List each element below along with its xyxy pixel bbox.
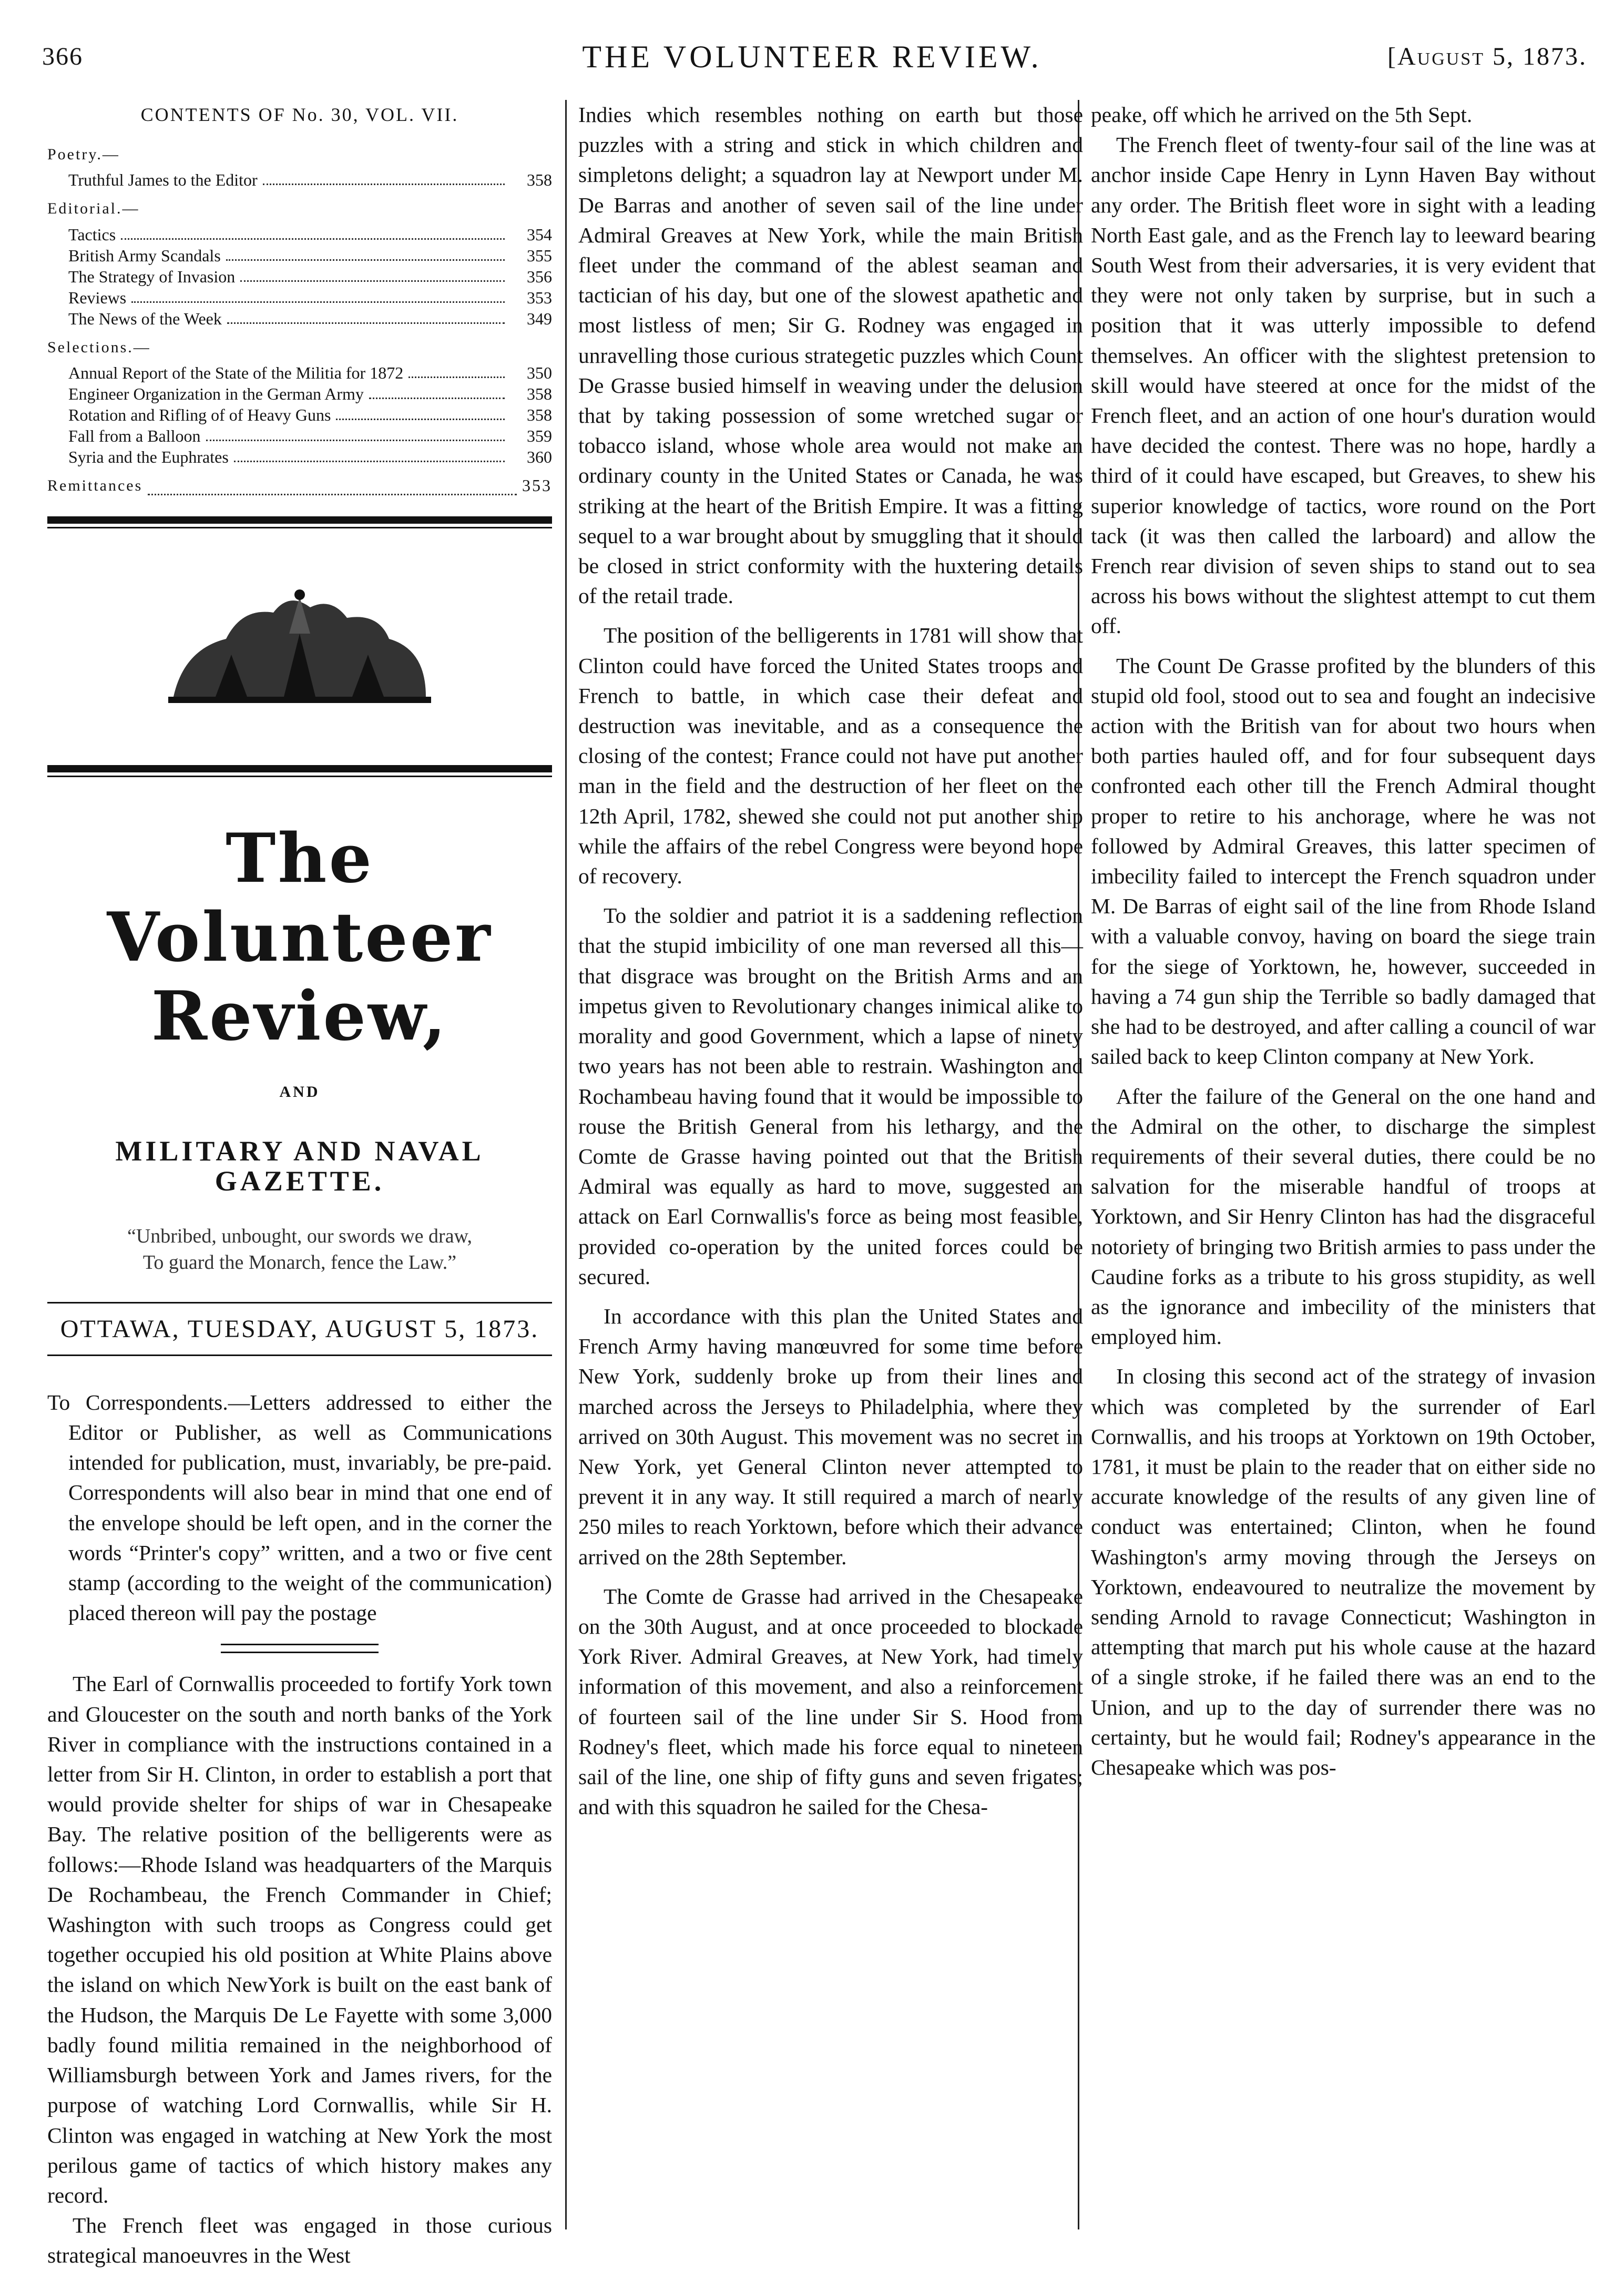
contents-item-title: Fall from a Balloon [68,426,201,445]
contents-rule-thick [47,516,552,524]
header-date: [August 5, 1873. [1387,43,1587,70]
contents-leader-dots [234,446,505,462]
contents-page-number: 350 [527,363,552,382]
masthead-title: The Volunteer Review, [107,819,493,1056]
contents-leader-dots [408,362,505,378]
contents-section-heading: Editorial.— [47,200,140,218]
contents-section-heading-label: Remittances [47,476,143,494]
article-paragraph: The Earl of Cornwallis proceeded to fortify York town and Gloucester on the south and north banks of the York River in compliance with the instructions contained in a letter from Sir H. Clinton, in order to establish a port that would provide shelter for ships of war in Chesapeake Bay. The relative position of the belligerents were as follows:—Rhode Island was headquarters of the Marquis De Rochambeau, the French Commander in Chief; Washington with such troops as Congress could get together occupied his old position at White Plains above the island on which NewYork is built on the east bank of the Hudson, the Marquis De Le Fayette with some 3,000 badly found militia remained in the neighborhood of Williamsburgh between York and James rivers, for the purpose of watching Lord Cornwallis, while Sir H. Clinton was engaged in watching at New York the most perilous game of tactics of which history makes any record. [47,1672,552,2207]
article-paragraph: To the soldier and patriot it is a saddening reflection that the stupid imbicility of one man reversed all this—that disgrace was brought on the British Arms and an impetus given to Revolutionary changes inimical alike to morality and good Government, which a lapse of ninety two years has not been able to restrain. Washington and Rochambeau having found that it would be impossible to rouse the British General from his lethargy, and the Comte de Grasse having pointed out that the British Admiral was equally as hard to move, suggested an attack on Earl Cornwallis's force as being most feasible, provided co-operation by the united forces could be secured. [578,903,1083,1289]
contents-item-title: Syria and the Euphrates [68,447,229,466]
contents-item-title: Truthful James to the Editor [68,170,258,190]
contents-leader-dots [240,266,505,282]
article-paragraph: peake, off which he arrived on the 5th Sept. [1091,103,1473,127]
contents-page-number: 353 [522,475,552,495]
contents-leader-dots [226,245,505,261]
contents-item [47,383,552,404]
contents-page-number: 358 [527,170,552,190]
contents-page-number: 356 [527,267,552,286]
article-paragraph: After the failure of the General on the one hand and the Admiral on the other, to discharge the simplest requirements of their several duties, there could be no salvation for the miserable handful of troops at Yorktown, and Sir Henry Clinton has had the disgraceful notoriety of bringing two British armies to pass under the Caudine forks as a tribute to his gross stupidity, as well as the ignorance and imbecility of the ministers that employed him. [1091,1084,1596,1349]
article-paragraph: The French fleet was engaged in those curious strategical manoeuvres in the West [47,2213,552,2268]
column-3 [1091,100,1596,1783]
masthead-motto [47,1223,552,1276]
contents-item-title: British Army Scandals [68,246,221,265]
column-1 [47,100,552,2271]
contents-page-number: 354 [527,225,552,244]
contents-section-heading: Poetry.— [47,146,120,164]
contents-item [47,245,552,266]
article-paragraph: In closing this second act of the strategy of invasion which was completed by the surrender of Earl Cornwallis, and his troops at Yorktown on 19th October, 1781, it must be plain to the reader that on either side no accurate knowledge of the results of any given line of conduct was entertained; Clinton, when he found Washington's army moving through the Jerseys on Yorktown, endeavoured to neutralize the movement by sending Arnold to ravage Connecticut; Washington in attempting that march put his whole cause at the hazard of a single stroke, if he failed there was an end to the Union, and up to the day of surrender there was no certainty, but he would fail; Rodney's appearance in the Chesapeake which was pos- [1091,1364,1596,1779]
contents-item [47,266,552,287]
article-paragraph: The position of the belligerents in 1781 will show that Clinton could have forced the United States troops and French to battle, in which case their defeat and destruction was inevitable, and as a consequence the closing of the contest; France could not have put another man in the field and the destruction of her fleet on the 12th April, 1782, shewed she could not put another ship while the affairs of the rebel Congress were beyond hope of recovery. [578,623,1083,889]
contents-leader-dots [131,287,505,303]
article-paragraph: Indies which resembles nothing on earth but those puzzles with a string and stick in which children and simpletons delight; a squadron lay at Newport under M. De Barras and another of seven sail of the line under Admiral Greaves at New York, while the main British fleet under the command of the ablest seaman and tactician of his day, but one of the slowest apathetic and most listless of men; Sir G. Rodney was engaged in unravelling those curious strategetic puzzles which Count De Grasse busied himself in weaving under the delusion that by taking possession of some wretched sugar or tobacco island, whose whole area would not make an ordinary county in the United States or Canada, he was striking at the heart of the British Empire. It was a fitting sequel to a war brought about by smuggling that it should be closed in strict conformity with the huxtering details of the retail trade. [578,103,1083,608]
contents-item-title: Tactics [68,225,116,244]
contents-item [47,224,552,245]
correspondents-notice: To Correspondents.—Letters addressed to either the Editor or Publisher, as well as Communications intended for publication, must, invariably, be pre-paid. Correspondents will also bear in mind that one end of the envelope should be left open, and in the corner the words “Printer's copy” written, and a two or five cent stamp (according to the weight of the communication) placed thereon will pay the postage [47,1390,552,1625]
page-number: 366 [42,43,83,70]
masthead-and: AND [279,1083,320,1101]
motto-line-2: To guard the Monarch, fence the Law.” [142,1251,457,1274]
issue-date-line: OTTAWA, TUESDAY, AUGUST 5, 1873. [47,1302,552,1356]
article-paragraph: The Comte de Grasse had arrived in the Chesapeake on the 30th August, and at once proceeded to blockade York River. Admiral Greaves, at New York, had timely information of this movement, and also a reinforcement of fourteen sail of the line under Sir S. Hood from Rodney's fleet, which made his force equal to nineteen sail of the line, one ship of fifty guns and seven frigates; and with this squadron he sailed for the Chesa- [578,1584,1083,1819]
contents-page-number: 359 [527,426,552,445]
contents-item-title: Reviews [68,288,127,307]
contents-rule-thin [47,527,552,528]
masthead-rule-thin [47,776,552,777]
contents-page-number: 353 [527,288,552,307]
contents-page-number: 358 [527,384,552,403]
section-divider [221,1644,379,1653]
contents-leader-dots [206,425,505,441]
masthead-subtitle: MILITARY AND NAVAL GAZETTE. [115,1135,484,1197]
column-2 [578,100,1083,1822]
article-paragraph: In accordance with this plan the United States and French Army having manœuvred for some time before New York, suddenly broke up from their lines and marched across the Jerseys to Philadelphia, where they arrived on 30th August. This movement was no secret in New York, yet General Clinton never attempted to prevent it in any way. It still required a march of nearly 250 miles to reach Yorktown, before which their advance arrived on the 28th September. [578,1303,1083,1569]
contents-item [47,404,552,425]
contents-item-title: The News of the Week [68,309,222,328]
contents-leader-dots [148,494,517,495]
contents-page-number: 355 [527,246,552,265]
contents-section-heading [47,471,552,501]
contents-page-number: 360 [527,447,552,466]
contents-page-number: 349 [527,309,552,328]
motto-line-1: “Unbribed, unbought, our swords we draw, [127,1225,473,1247]
contents-item [47,446,552,467]
contents-title: CONTENTS OF No. 30, VOL. VII. [140,104,459,125]
contents-item [47,362,552,383]
contents-item-title: The Strategy of Invasion [68,267,236,286]
contents-section-heading: Selections.— [47,338,151,356]
contents-item-title: Engineer Organization in the German Army [68,384,364,403]
contents-item [47,169,552,190]
contents-page-number: 358 [527,405,552,424]
contents-leader-dots [227,308,505,324]
contents-item [47,425,552,446]
contents-item-title: Rotation and Rifling of of Heavy Guns [68,405,331,424]
crest-emblem-icon [152,576,447,734]
article-paragraph: The French fleet of twenty-four sail of the line was at anchor inside Cape Henry in Lynn Haven Bay without any order. The British fleet wore in sight with a leading North East gale, and as the French lay to leeward bearing South West from their adversaries, it is very evident that they were not only taken by surprise, but in such a position that it was utterly impossible to defend themselves. An officer with the slightest pretension to skill would have steered at once for the midst of the French fleet, and an action of one hour's duration would have decided the contest. There was no hope, hardly a third of it could have escaped, but Greaves, to shew his superior knowledge of tactics, wore round on the Port tack (it was then called the larboard) and allow the French rear division of seven ships to stand out to sea across his bows without the slightest attempt to cut them off. [1091,133,1596,638]
contents-item [47,308,552,329]
contents-leader-dots [121,224,505,240]
contents-item-title: Annual Report of the State of the Militia for 1872 [68,363,404,382]
column-rule-left [565,100,567,2229]
contents-leader-dots [336,404,505,420]
contents-list [47,139,552,501]
contents-leader-dots [369,383,505,399]
running-title: THE VOLUNTEER REVIEW. [582,39,1042,74]
article-paragraph: The Count De Grasse profited by the blunders of this stupid old fool, stood out to sea and fought an indecisive action with the British van for about two hours when both parties hauled off, and for four subsequent days confronted each other till the French Admiral thought proper to retire to his anchorage, where he was not followed by Admiral Greaves, this latter specimen of imbecility failed to intercept the French squadron under M. De Barras of eight sail of the line from Rhode Island with a valuable convoy, having on board the siege train for the siege of Yorktown, he, however, succeeded in having a 74 gun ship the Terrible so badly damaged that she had to be destroyed, and after calling a council of war sailed back to keep Clinton company at New York. [1091,653,1596,1069]
contents-leader-dots [263,169,505,185]
masthead-rule-thick [47,765,552,772]
contents-item [47,287,552,308]
page-header [21,32,1603,84]
